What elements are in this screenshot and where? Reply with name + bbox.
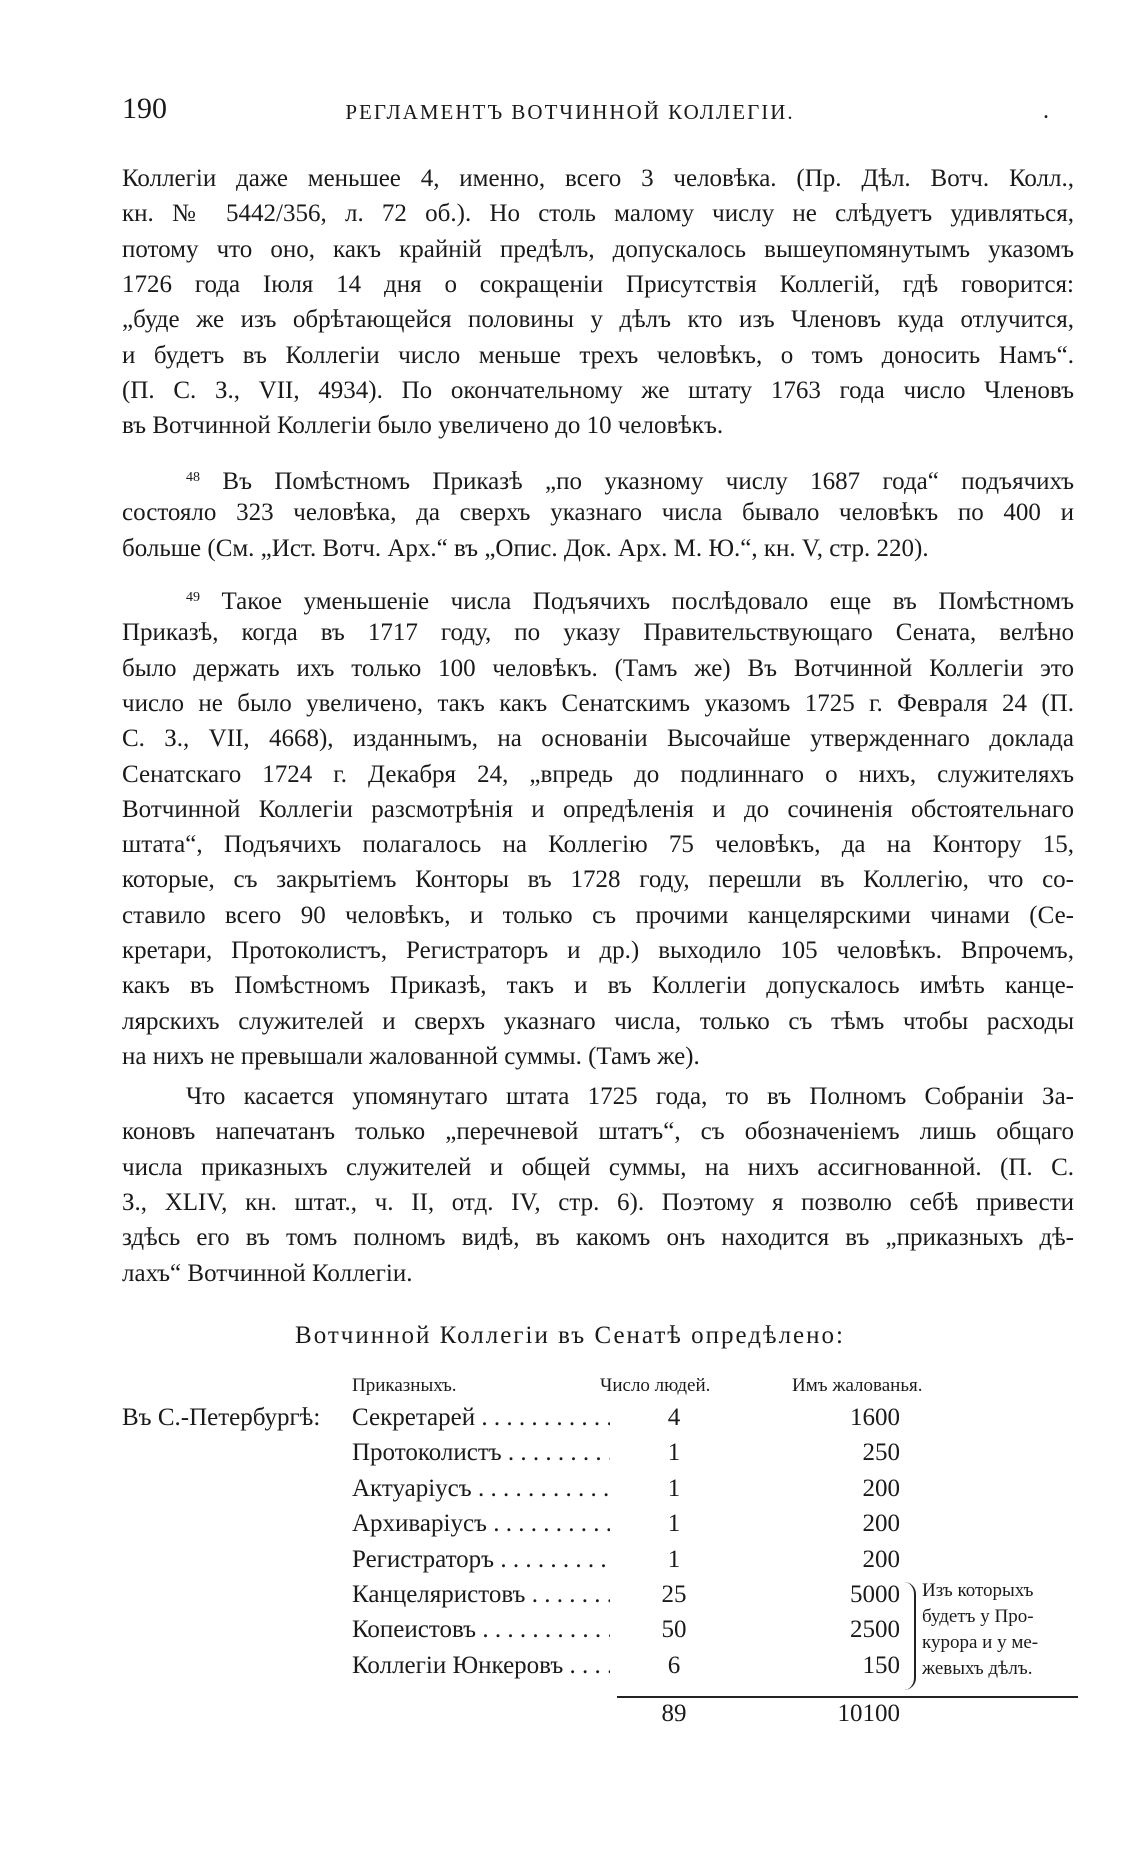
- row-salary: 200: [862, 1510, 900, 1538]
- row-salary: 200: [862, 1474, 900, 1502]
- text-line-content: „буде же изъ обрѣтающейся половины у дѣлъ кто изъ Членовъ куда отлучится,: [122, 306, 1074, 334]
- row-count: 1: [667, 1545, 681, 1573]
- text-line: [122, 498, 1074, 528]
- running-title: РЕГЛАМЕНТЪ ВОТЧИННОЙ КОЛЛЕГІИ.: [345, 100, 795, 124]
- col-header-count: Число людей.: [600, 1375, 711, 1396]
- brace: [898, 1582, 916, 1690]
- row-salary: 1600: [850, 1404, 900, 1431]
- text-line-content: Вотчинной Коллегіи разсмотрѣнія и опредѣленія и до сочиненія обстоятельнаго: [122, 795, 1074, 823]
- row-salary: 250: [862, 1439, 900, 1467]
- text-line-content: Такое уменьшеніе числа Подъячихъ послѣдовало еще въ Помѣстномъ: [221, 588, 1075, 615]
- row-count: 6: [667, 1651, 681, 1679]
- col-header-position: Приказныхъ.: [352, 1375, 457, 1396]
- col-header-salary: Имъ жалованья.: [792, 1375, 923, 1396]
- text-line: [122, 795, 1074, 825]
- text-line-content: кретари, Протоколистъ, Регистраторъ и др.) выходило 105 человѣкъ. Впрочемъ,: [122, 937, 1074, 964]
- text-line: [122, 411, 1074, 441]
- text-line-content: З., XLIV, кн. штат., ч. II, отд. IV, стр. 6). Поэтому я позволю себѣ привести: [122, 1188, 1074, 1216]
- text-line: [122, 341, 1074, 371]
- text-line: [122, 901, 1074, 931]
- text-line-content: больше (См. „Ист. Вотч. Арх.“ въ „Опис. Док. Арх. М. Ю.“, кн. V, стр. 220).: [122, 534, 929, 562]
- row-salary: 5000: [850, 1581, 900, 1608]
- text-line-content: Что касается упомянутаго штата 1725 года, то въ Полномъ Собраніи За-: [186, 1083, 1074, 1110]
- text-line: [122, 618, 1074, 648]
- text-line: [122, 1223, 1074, 1253]
- text-line-content: лярскихъ служителей и сверхъ указнаго числа, только съ тѣмъ чтобы расходы: [122, 1007, 1074, 1035]
- text-line-content: С. З., VII, 4668), изданнымъ, на основаніи Высочайше утвержденнаго доклада: [122, 725, 1074, 753]
- row-count: 50: [661, 1616, 687, 1644]
- text-line-content: (П. С. З., VII, 4934). По окончательному же штату 1763 года число Членовъ: [122, 376, 1074, 404]
- row-name: Регистраторъ . . .: [352, 1546, 610, 1574]
- text-line-content: состояло 323 человѣка, да сверхъ указнаго числа бывало человѣкъ по 400 и: [122, 499, 1074, 527]
- text-line-content: Коллегіи даже меньшее 4, именно, всего 3 человѣка. (Пр. Дѣл. Вотч. Колл.,: [122, 165, 1074, 192]
- place-label: Въ С.-Петербургѣ:: [122, 1404, 321, 1431]
- text-line-content: лахъ“ Вотчинной Коллегіи.: [122, 1259, 413, 1287]
- row-name: Канцеляристовъ . . .: [352, 1581, 610, 1609]
- row-name: Актуаріусъ . . .: [352, 1475, 610, 1503]
- text-line: [122, 689, 1074, 719]
- row-name: Архиваріусъ . . .: [352, 1510, 610, 1538]
- row-count: 4: [667, 1404, 681, 1431]
- text-line: [122, 1153, 1074, 1183]
- row-name: Копеистовъ . . .: [352, 1616, 610, 1644]
- text-line: [186, 583, 1074, 617]
- note-line: Изъ которыхъ: [922, 1580, 1034, 1601]
- text-line-content: Приказѣ, когда въ 1717 году, по указу Правительствующаго Сената, велѣно: [122, 619, 1074, 647]
- text-line-content: и будетъ въ Коллегіи число меньше трехъ человѣкъ, о томъ доносить Намъ“.: [122, 341, 1074, 369]
- text-line-content: въ Вотчинной Коллегіи было увеличено до 10 человѣкъ.: [122, 412, 724, 440]
- row-name: Протоколистъ . . .: [352, 1439, 610, 1467]
- text-line: [122, 1042, 1074, 1072]
- total-salary: 10100: [837, 1700, 900, 1727]
- text-line: [122, 270, 1074, 300]
- note-line: будетъ у Про-: [922, 1606, 1034, 1627]
- table-title: Вотчинной Коллегіи въ Сенатѣ опредѣлено:: [295, 1322, 845, 1349]
- text-line: [122, 235, 1074, 265]
- text-line: [122, 724, 1074, 754]
- note-line: курора и у ме-: [922, 1632, 1039, 1653]
- text-line-content: ставило всего 90 человѣкъ, и только съ прочими канцелярскими чинами (Се-: [122, 901, 1074, 929]
- text-line: [122, 1007, 1074, 1037]
- text-line-content: число не было увеличено, такъ какъ Сенатскимъ указомъ 1725 г. Февраля 24 (П.: [122, 689, 1074, 717]
- text-line-content: числа приказныхъ служителей и общей суммы, на нихъ ассигнованной. (П. С.: [122, 1153, 1074, 1181]
- text-line: [122, 164, 1074, 194]
- row-salary: 150: [862, 1651, 900, 1679]
- text-line: [122, 1259, 1074, 1289]
- text-line-content: которые, съ закрытіемъ Конторы въ 1728 году, перешли въ Коллегію, что со-: [122, 866, 1074, 894]
- text-line: [122, 1188, 1074, 1218]
- text-line: [186, 1082, 1074, 1112]
- text-line-content: Въ Помѣстномъ Приказѣ „по указному числу 1687 года“ подъячихъ: [222, 468, 1074, 495]
- row-count: 1: [667, 1439, 681, 1467]
- text-line: [122, 971, 1074, 1001]
- text-line: [122, 199, 1074, 229]
- row-count: 1: [667, 1474, 681, 1502]
- text-line-content: кн. № 5442/356, л. 72 об.). Но столь малому числу не слѣдуетъ удивляться,: [122, 200, 1074, 228]
- text-line: [122, 376, 1074, 406]
- footnote-marker: 49: [186, 590, 200, 605]
- table-note: [922, 1578, 1072, 1682]
- text-line: [122, 936, 1074, 966]
- text-line: [122, 534, 1074, 564]
- text-line: [122, 760, 1074, 790]
- text-line: [122, 830, 1074, 860]
- row-salary: 2500: [850, 1616, 900, 1644]
- text-line-content: потому что оно, какъ крайній предѣлъ, допускалось вышеупомянутымъ указомъ: [122, 235, 1074, 263]
- text-line-content: было держать ихъ только 100 человѣкъ. (Тамъ же) Въ Вотчинной Коллегіи это: [122, 654, 1074, 682]
- text-line-content: коновъ напечатанъ только „перечневой штатъ“, съ обозначеніемъ лишь общаго: [122, 1118, 1074, 1146]
- text-line-content: на нихъ не превышали жалованной суммы. (Тамъ же).: [122, 1042, 700, 1070]
- text-line-content: 1726 года Іюля 14 дня о сокращеніи Присутствія Коллегій, гдѣ говорится:: [122, 270, 1074, 298]
- row-name: Коллегіи Юнкеровъ . . .: [352, 1652, 610, 1680]
- text-line-content: здѣсь его въ томъ полномъ видѣ, въ какомъ онъ находится въ „приказныхъ дѣ-: [122, 1224, 1074, 1252]
- page-number: 190: [122, 92, 167, 125]
- row-count: 1: [667, 1510, 681, 1538]
- text-line: [186, 463, 1074, 497]
- row-salary: 200: [862, 1545, 900, 1573]
- text-line-content: Сенатскаго 1724 г. Декабря 24, „впредь до подлиннаго о нихъ, служителяхъ: [122, 760, 1074, 788]
- text-line-content: какъ въ Помѣстномъ Приказѣ, такъ и въ Коллегіи допускалось имѣть канце-: [122, 972, 1074, 1000]
- total-rule: [617, 1696, 1078, 1698]
- row-name: Секретарей . . .: [352, 1404, 610, 1432]
- text-line: [122, 654, 1074, 684]
- total-count: 89: [661, 1700, 687, 1727]
- text-line-content: штата“, Подъячихъ полагалось на Коллегію 75 человѣкъ, да на Контору 15,: [122, 831, 1074, 859]
- note-line: жевыхъ дѣлъ.: [922, 1658, 1033, 1679]
- text-line: [122, 1117, 1074, 1147]
- text-line: [122, 305, 1074, 335]
- footnote-marker: 48: [186, 470, 200, 485]
- text-line: [122, 865, 1074, 895]
- row-count: 25: [661, 1581, 687, 1608]
- header-mark: .: [1043, 98, 1049, 124]
